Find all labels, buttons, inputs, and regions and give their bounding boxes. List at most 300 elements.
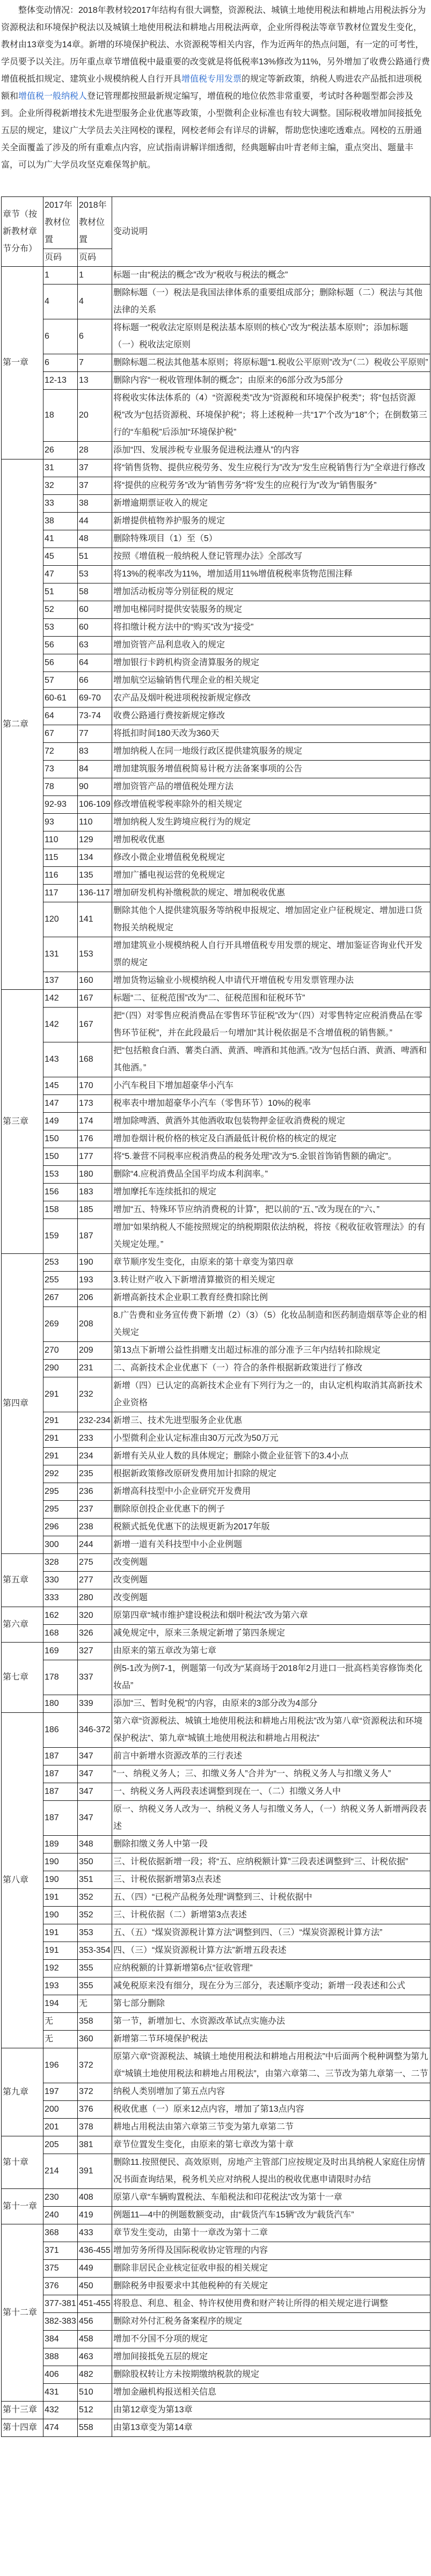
page-2017-cell: 64 (43, 707, 78, 725)
page-2018-cell: 176 (78, 1130, 112, 1148)
description-cell: 增加航空运输销售代理企业的相关规定 (112, 672, 430, 690)
description-cell: 第六章“资源税法、城镇土地使用税法和耕地占用税法”改为第八章“资源税法和环境保护税法”、第九章“城镇土地使用税法和耕地占用税法” (112, 1713, 430, 1748)
description-cell: 由第13章变为第14章 (112, 2419, 430, 2437)
description-cell: 增加“如果纳税人不能按照规定的纳税期限依法纳税，将按《税收征收管理法》的有关规定处理。” (112, 1219, 430, 1254)
page-2017-cell: 6 (43, 319, 78, 354)
table-row (2, 1272, 430, 1289)
table-row (2, 1783, 430, 1801)
page-2018-cell: 110 (78, 814, 112, 831)
table-row (2, 2242, 430, 2260)
page-2017-cell: 191 (43, 1924, 78, 1942)
description-cell: 耕地占用税法由第六章第三节变为第九章第二节 (112, 2119, 430, 2136)
page-2018-cell: 180 (78, 1166, 112, 1184)
description-cell: 新增高科技型中小企业研究开发费用 (112, 1483, 430, 1501)
description-cell: 章节发生变动，由第十一章改为第十二章 (112, 2224, 430, 2242)
page-2017-cell: 371 (43, 2242, 78, 2260)
table-row (2, 1536, 430, 1554)
page-2017-cell: 31 (43, 459, 78, 477)
page-2017-cell: 110 (43, 831, 78, 849)
table-row (2, 637, 430, 654)
page-2017-cell: 93 (43, 814, 78, 831)
table-row (2, 1643, 430, 1660)
page-2017-cell: 67 (43, 725, 78, 743)
table-row (2, 1801, 430, 1836)
chapter-cell: 第六章 (2, 1607, 43, 1643)
table-row (2, 267, 430, 284)
page-2018-cell: 275 (78, 1554, 112, 1572)
table-row (2, 778, 430, 796)
page-2017-cell: 162 (43, 1607, 78, 1625)
chapter-cell: 第十二章 (2, 2224, 43, 2402)
page-2017-cell: 4 (43, 284, 78, 319)
table-row (2, 2384, 430, 2402)
description-cell: 例5-1改为例7-1，例题第一句改为“某商场于2018年2月进口一批高档美容修饰类化妆品” (112, 1660, 430, 1695)
page-2018-cell: 177 (78, 1148, 112, 1166)
description-cell: 增加资管产品的增值税处理方法 (112, 778, 430, 796)
page-2018-cell: 208 (78, 1307, 112, 1342)
description-cell: 删除原创投企业优惠下的例子 (112, 1501, 430, 1519)
page-2017-cell: 432 (43, 2402, 78, 2419)
page-2017-cell: 230 (43, 2189, 78, 2207)
page-2017-cell: 168 (43, 1625, 78, 1643)
page-2018-cell: 135 (78, 867, 112, 885)
page-2018-cell: 53 (78, 566, 112, 583)
page-2017-cell: 187 (43, 1765, 78, 1783)
description-cell: 删除“4.应税消费品全国平均成本利润率。” (112, 1166, 430, 1184)
page-2017-cell: 92-93 (43, 796, 78, 814)
description-cell: 删除税务申报要求中其他税种的有关规定 (112, 2278, 430, 2295)
table-row (2, 743, 430, 761)
page-2017-cell: 269 (43, 1307, 78, 1342)
page-2017-cell: 197 (43, 2083, 78, 2101)
description-cell: 由第12章变为第13章 (112, 2402, 430, 2419)
page-2018-cell: 37 (78, 459, 112, 477)
table-row (2, 2013, 430, 2031)
table-row (2, 1377, 430, 1412)
header-description: 变动说明 (112, 197, 430, 267)
page-2018-cell: 232-234 (78, 1412, 112, 1430)
page-2018-cell: 167 (78, 1008, 112, 1042)
description-cell: 二、高新技术企业优惠下（一）符合的条件根据新政策进行了修改 (112, 1360, 430, 1377)
table-row (2, 902, 430, 937)
description-cell: 新增一道有关科技型中小企业例题 (112, 1536, 430, 1554)
chapter-cell: 第十四章 (2, 2419, 43, 2437)
page-2017-cell: 190 (43, 1853, 78, 1871)
page-2017-cell: 57 (43, 672, 78, 690)
table-row (2, 1607, 430, 1625)
page-2018-cell: 44 (78, 513, 112, 530)
page-2017-cell: 291 (43, 1377, 78, 1412)
page-2017-cell: 406 (43, 2366, 78, 2384)
page-2018-cell: 193 (78, 1272, 112, 1289)
table-row (2, 566, 430, 583)
page-2018-cell: 190 (78, 1254, 112, 1272)
description-cell: 删除11.按照便民、高效原则，房地产主管部门应按规定及时出具纳税人家庭住房情况书面查询结果，税务机关应对纳税人提出的税收优惠申请限时办结 (112, 2154, 430, 2189)
page-2018-cell: 206 (78, 1289, 112, 1307)
page-2018-cell: 433 (78, 2224, 112, 2242)
table-row (2, 354, 430, 372)
page-2017-cell: 375 (43, 2260, 78, 2278)
table-row (2, 530, 430, 548)
description-cell: 新增第二节环境保护税法 (112, 2031, 430, 2048)
page-2017-cell: 78 (43, 778, 78, 796)
chapter-cell: 第十章 (2, 2136, 43, 2189)
page-2017-cell: 178 (43, 1660, 78, 1695)
table-row (2, 1907, 430, 1924)
page-2017-cell: 145 (43, 1077, 78, 1095)
table-row (2, 725, 430, 743)
page-2017-cell: 474 (43, 2419, 78, 2437)
page-2017-cell: 116 (43, 867, 78, 885)
page-2018-cell: 391 (78, 2154, 112, 2189)
chapter-cell: 第十一章 (2, 2189, 43, 2224)
header-2018: 2018年教材位置 (78, 197, 112, 249)
page-2018-cell: 449 (78, 2260, 112, 2278)
page-2018-cell: 512 (78, 2402, 112, 2419)
description-cell: 删除扣缴义务人中第一段 (112, 1836, 430, 1853)
page-2017-cell: 56 (43, 654, 78, 672)
chapter-cell: 第二章 (2, 459, 43, 990)
table-row (2, 1008, 430, 1042)
page-2018-cell: 1 (78, 267, 112, 284)
description-cell: 将13%的税率改为11%，增加适用11%增值税税率货物范围注释 (112, 566, 430, 583)
page-2017-cell: 295 (43, 1501, 78, 1519)
page-2017-cell: 291 (43, 1448, 78, 1465)
page-2017-cell: 26 (43, 442, 78, 459)
page-2017-cell: 1 (43, 267, 78, 284)
page-2018-cell: 450 (78, 2278, 112, 2295)
page-2018-cell: 38 (78, 495, 112, 513)
page-2017-cell: 295 (43, 1483, 78, 1501)
description-cell: 新增高新技术企业职工教育经费扣除比例 (112, 1289, 430, 1307)
description-cell: 增加建筑服务增值税简易计税方法备案事项的公告 (112, 761, 430, 778)
page-2017-cell: 150 (43, 1148, 78, 1166)
description-cell: 税率表中增加超豪华小汽车（零售环节）10%的税率 (112, 1095, 430, 1113)
page-2017-cell: 189 (43, 1836, 78, 1853)
page-2018-cell: 60 (78, 619, 112, 637)
table-row (2, 1201, 430, 1219)
page-2017-cell: 270 (43, 1342, 78, 1360)
page-2017-cell: 156 (43, 1184, 78, 1201)
page-2017-cell: 142 (43, 1008, 78, 1042)
table-row (2, 2083, 430, 2101)
description-cell: 增加广播电视运营的免税规定 (112, 867, 430, 885)
description-cell: 第13点下新增公益性捐赠支出超过标准的部分准予三年内结转扣除规定 (112, 1342, 430, 1360)
page-2018-cell: 353-354 (78, 1942, 112, 1960)
table-row (2, 1448, 430, 1465)
page-2018-cell: 347 (78, 1801, 112, 1836)
table-row (2, 1836, 430, 1853)
page-2017-cell: 117 (43, 885, 78, 902)
table-row (2, 1130, 430, 1148)
page-2018-cell: 436-455 (78, 2242, 112, 2260)
table-row (2, 937, 430, 972)
intro-text: 登记管理都按照最新规定编写，增值税的地位依然非常重要，考试时各种题型都会涉及到。企业所得税新增技术先进型服务企业优惠等政策，小型微利企业标准也有较大调整。国际税收增加间接抵免五层的规定，建议广大学员去关注网校的课程，网校老师会有详尽的讲解，帮助您快速吃透难点。网校的五册通关全面覆盖了涉及的所有重难点内容，应试指南讲解详细透彻，经典题解由叶青老师主编，重点突出、题量丰富，可以为广大学员攻坚克难保驾护航。 (1, 92, 422, 170)
chapter-cell: 第三章 (2, 990, 43, 1254)
page-2018-cell: 231 (78, 1360, 112, 1377)
description-cell: 改变例题 (112, 1589, 430, 1607)
table-row (2, 1077, 430, 1095)
page-2018-cell: 352 (78, 1907, 112, 1924)
table-row (2, 1572, 430, 1589)
description-cell: 增加卷烟计税价格的核定及白酒最低计税价格的核定的规定 (112, 1130, 430, 1148)
page-2017-cell: 300 (43, 1536, 78, 1554)
description-cell: 增加电梯同时提供安装服务的规定 (112, 601, 430, 619)
description-cell: 删除标题（一）税法是我国法律体系的重要组成部分；删除标题（二）税法与其他法律的关系 (112, 284, 430, 319)
table-row (2, 2331, 430, 2348)
page-2018-cell: 463 (78, 2348, 112, 2366)
page-2018-cell: 355 (78, 1977, 112, 1995)
description-cell: 新增有关从业人数的具体规定；删除小微企业征管下的3.4小点 (112, 1448, 430, 1465)
page-2018-cell: 170 (78, 1077, 112, 1095)
table-row (2, 1660, 430, 1695)
description-cell: 增加劳务所得及国际税收协定管理的内容 (112, 2242, 430, 2260)
table-row (2, 372, 430, 390)
table-row (2, 1184, 430, 1201)
description-cell: 增加除啤酒、黄酒外其他酒收取包装物押金征收消费税的规定 (112, 1113, 430, 1130)
description-cell: 标题“二、征税范围”改为“二、征税范围和征税环节” (112, 990, 430, 1008)
table-row (2, 2419, 430, 2437)
chapter-cell: 第七章 (2, 1643, 43, 1713)
table-row (2, 849, 430, 867)
page-2017-cell: 143 (43, 1042, 78, 1077)
description-cell: 原一、纳税义务人改为一、纳税义务人与扣缴义务人，（一）纳税义务人新增两段表述 (112, 1801, 430, 1836)
header-2017: 2017年教材位置 (43, 197, 78, 249)
page-2017-cell: 328 (43, 1554, 78, 1572)
chapter-cell: 第一章 (2, 267, 43, 459)
page-2018-cell: 129 (78, 831, 112, 849)
page-2018-cell: 244 (78, 1536, 112, 1554)
table-header-row (2, 197, 430, 249)
page-2018-cell: 510 (78, 2384, 112, 2402)
page-2018-cell: 66 (78, 672, 112, 690)
description-cell: 按照《增值税一般纳税人登记管理办法》全部改写 (112, 548, 430, 566)
page-2018-cell: 48 (78, 530, 112, 548)
page-2017-cell: 200 (43, 2101, 78, 2119)
page-2017-cell: 32 (43, 477, 78, 495)
page-2018-cell: 381 (78, 2136, 112, 2154)
description-cell: 删除特殊项目（1）至（5） (112, 530, 430, 548)
page-2017-cell: 191 (43, 1889, 78, 1907)
page-2018-cell: 83 (78, 743, 112, 761)
page-2017-cell: 158 (43, 1201, 78, 1219)
description-cell: 原第四章“城市维护建设税法和烟叶税法”改为第六章 (112, 1607, 430, 1625)
page-2017-cell: 205 (43, 2136, 78, 2154)
description-cell: 修改小微企业增值税免税规定 (112, 849, 430, 867)
table-row (2, 319, 430, 354)
table-row (2, 1924, 430, 1942)
description-cell: 将“5.兼营不同税率应税消费品的税务处理”改为“5.金银首饰销售额的确定”。 (112, 1148, 430, 1166)
table-row (2, 2278, 430, 2295)
table-row (2, 1465, 430, 1483)
description-cell: 新增提供植物养护服务的规定 (112, 513, 430, 530)
description-cell: 减免规定中，原来三条规定新增了第四条规定 (112, 1625, 430, 1643)
table-row (2, 1889, 430, 1907)
description-cell: 增加银行卡跨机构资金清算服务的规定 (112, 654, 430, 672)
page-2017-cell: 169 (43, 1643, 78, 1660)
page-2018-cell: 320 (78, 1607, 112, 1625)
page-2018-cell: 482 (78, 2366, 112, 2384)
page-2017-cell: 159 (43, 1219, 78, 1254)
page-2018-cell: 106-109 (78, 796, 112, 814)
page-2017-cell: 368 (43, 2224, 78, 2242)
page-2018-cell: 456 (78, 2313, 112, 2331)
page-2018-cell: 347 (78, 1748, 112, 1765)
description-cell: 五、（四）“已税产品税务处理”调整到三、计税依据中 (112, 1889, 430, 1907)
page-2017-cell: 72 (43, 743, 78, 761)
page-2018-cell: 7 (78, 354, 112, 372)
page-2017-cell: 190 (43, 1907, 78, 1924)
table-row (2, 2260, 430, 2278)
page-2018-cell: 141 (78, 902, 112, 937)
page-2017-cell: 41 (43, 530, 78, 548)
table-row (2, 390, 430, 442)
page-2017-cell: 6 (43, 354, 78, 372)
table-row (2, 672, 430, 690)
table-row (2, 1483, 430, 1501)
page-2018-cell: 346-372 (78, 1713, 112, 1748)
description-cell: 增加建筑业小规模纳税人自行开具增值税专用发票的规定、增加鉴证咨询业代开发票的规定 (112, 937, 430, 972)
table-row (2, 1713, 430, 1748)
description-cell: 删除其他个人提供建筑服务等纳税申报规定、增加固定业户征税规定、增加进口货物报关纳税规定 (112, 902, 430, 937)
page-2018-cell: 4 (78, 284, 112, 319)
page-2018-cell: 236 (78, 1483, 112, 1501)
page-2017-cell: 187 (43, 1783, 78, 1801)
table-row (2, 2402, 430, 2419)
page-2018-cell: 60 (78, 601, 112, 619)
page-2017-cell: 137 (43, 972, 78, 990)
page-2018-cell: 558 (78, 2419, 112, 2437)
page-2018-cell: 372 (78, 2083, 112, 2101)
table-row (2, 1307, 430, 1342)
description-cell: 删除标题二税法其他基本原则；将原标题“1.税收公平原则”改为“（二）税收公平原则” (112, 354, 430, 372)
table-row (2, 2313, 430, 2331)
page-2017-cell: 255 (43, 1272, 78, 1289)
intro-link[interactable]: 增值税专用发票 (181, 75, 242, 84)
description-cell: 删除股权转让方未按期缴纳税款的规定 (112, 2366, 430, 2384)
description-cell: 3.转让财产收入下新增清算撤资的相关规定 (112, 1272, 430, 1289)
table-row (2, 1148, 430, 1166)
page-2018-cell: 77 (78, 725, 112, 743)
page-2017-cell: 120 (43, 902, 78, 937)
page-2018-cell: 408 (78, 2189, 112, 2207)
page-2018-cell: 134 (78, 849, 112, 867)
description-cell: 税收优惠（一）原来12点内容，增加了第13点内容 (112, 2101, 430, 2119)
table-row (2, 1166, 430, 1184)
table-row (2, 972, 430, 990)
page-2018-cell: 351 (78, 1871, 112, 1889)
page-2018-cell: 280 (78, 1589, 112, 1607)
page-2017-cell: 376 (43, 2278, 78, 2295)
page-2018-cell: 233 (78, 1430, 112, 1448)
page-2018-cell: 13 (78, 372, 112, 390)
description-cell: 第七部分删除 (112, 1995, 430, 2013)
page-2018-cell: 352 (78, 1889, 112, 1907)
page-2018-cell: 376 (78, 2101, 112, 2119)
page-2018-cell: 28 (78, 442, 112, 459)
description-cell: 增加摩托车连续抵扣的规定 (112, 1184, 430, 1201)
description-cell: 章节位置发生变化，由原来的第七章改为第十章 (112, 2136, 430, 2154)
page-2017-cell: 131 (43, 937, 78, 972)
intro-paragraph (0, 0, 431, 174)
table-row (2, 477, 430, 495)
description-cell: 改变例题 (112, 1572, 430, 1589)
description-cell: 一、纳税义务人两段表述调整到现在一、（二）扣缴义务人中 (112, 1783, 430, 1801)
description-cell: 第一节，新增加七、水资源改革试点实施办法 (112, 2013, 430, 2031)
table-row (2, 1042, 430, 1077)
description-cell: 增加不分国不分项的规定 (112, 2331, 430, 2348)
page-2018-cell: 90 (78, 778, 112, 796)
description-cell: 把“包括粮食白酒、薯类白酒、黄酒、啤酒和其他酒。”改为“包括白酒、黄酒、啤酒和其他酒。” (112, 1042, 430, 1077)
page-2018-cell: 232 (78, 1377, 112, 1412)
table-row (2, 601, 430, 619)
table-row (2, 2348, 430, 2366)
page-2017-cell: 33 (43, 495, 78, 513)
description-cell: 增加资管产品利息收入的规定 (112, 637, 430, 654)
table-row (2, 1589, 430, 1607)
page-2018-cell: 160 (78, 972, 112, 990)
page-2017-cell: 296 (43, 1519, 78, 1536)
table-row (2, 2119, 430, 2136)
table-row (2, 2207, 430, 2224)
page-2018-cell: 237 (78, 1501, 112, 1519)
description-cell: 将“提供的应税劳务”改为“销售劳务”将“发生的应税行为”改为“销售服务” (112, 477, 430, 495)
table-row (2, 1289, 430, 1307)
description-cell: 将扣缴计税方法中的“购买”改为“接受” (112, 619, 430, 637)
page-2018-cell: 238 (78, 1519, 112, 1536)
description-cell: 四、（三）“煤炭资源税计算方法”新增五段表述 (112, 1942, 430, 1960)
table-row (2, 654, 430, 672)
page-2018-cell: 458 (78, 2331, 112, 2348)
description-cell: 原第八章“车辆购置税法、车船税法和印花税法”改为第十一章 (112, 2189, 430, 2207)
page-2018-cell: 6 (78, 319, 112, 354)
page-2018-cell: 167 (78, 990, 112, 1008)
description-cell: 删除内容“一税收管理体制的概念”；由原来的6部分改为5部分 (112, 372, 430, 390)
page-2017-cell: 56 (43, 637, 78, 654)
page-2018-cell: 326 (78, 1625, 112, 1643)
page-2017-cell: 290 (43, 1360, 78, 1377)
description-cell: 新增逾期票证收入的规定 (112, 495, 430, 513)
table-row (2, 1360, 430, 1377)
page-2018-cell: 58 (78, 583, 112, 601)
description-cell: “一、纳税义务人；三、扣缴义务人”合并为“一、纳税义务人与扣缴义务人” (112, 1765, 430, 1783)
description-cell: 把“（四）对零售应税消费品在零售环节征税”改为“（四）对零售特定应税消费品在零售环节征税”，并在此段最后一句增加“其计税依据是不含增值税的销售额。” (112, 1008, 430, 1042)
table-row (2, 2154, 430, 2189)
table-row (2, 990, 430, 1008)
page-2017-cell: 388 (43, 2348, 78, 2366)
description-cell: 增加金融机构报送相关信息 (112, 2384, 430, 2402)
table-row (2, 2366, 430, 2384)
description-cell: 三、计税依据新增一段；将“五、应纳税额计算”三段表述调整到“三、计税依据” (112, 1853, 430, 1871)
page-2018-cell: 63 (78, 637, 112, 654)
intro-link[interactable]: 增值税一般纳税人 (18, 92, 87, 101)
table-row (2, 707, 430, 725)
description-cell: 纳税人类别增加了第五点内容 (112, 2083, 430, 2101)
page-2017-cell: 47 (43, 566, 78, 583)
header-2018-page: 页码 (78, 249, 112, 267)
page-2017-cell: 240 (43, 2207, 78, 2224)
page-2018-cell: 360 (78, 2031, 112, 2048)
page-2018-cell: 153 (78, 937, 112, 972)
page-2017-cell: 18 (43, 390, 78, 442)
description-cell: 增加税收优惠 (112, 831, 430, 849)
chapter-cell: 第十三章 (2, 2402, 43, 2419)
page-2017-cell: 333 (43, 1589, 78, 1607)
table-row (2, 867, 430, 885)
description-cell: 新增三、技术先进型服务企业优惠 (112, 1412, 430, 1430)
description-cell: 将股息、利息、租金、特许权使用费和财产转让所得的相关规定进行调整 (112, 2295, 430, 2313)
description-cell: 删除非居民企业核定征收申报的相关规定 (112, 2260, 430, 2278)
